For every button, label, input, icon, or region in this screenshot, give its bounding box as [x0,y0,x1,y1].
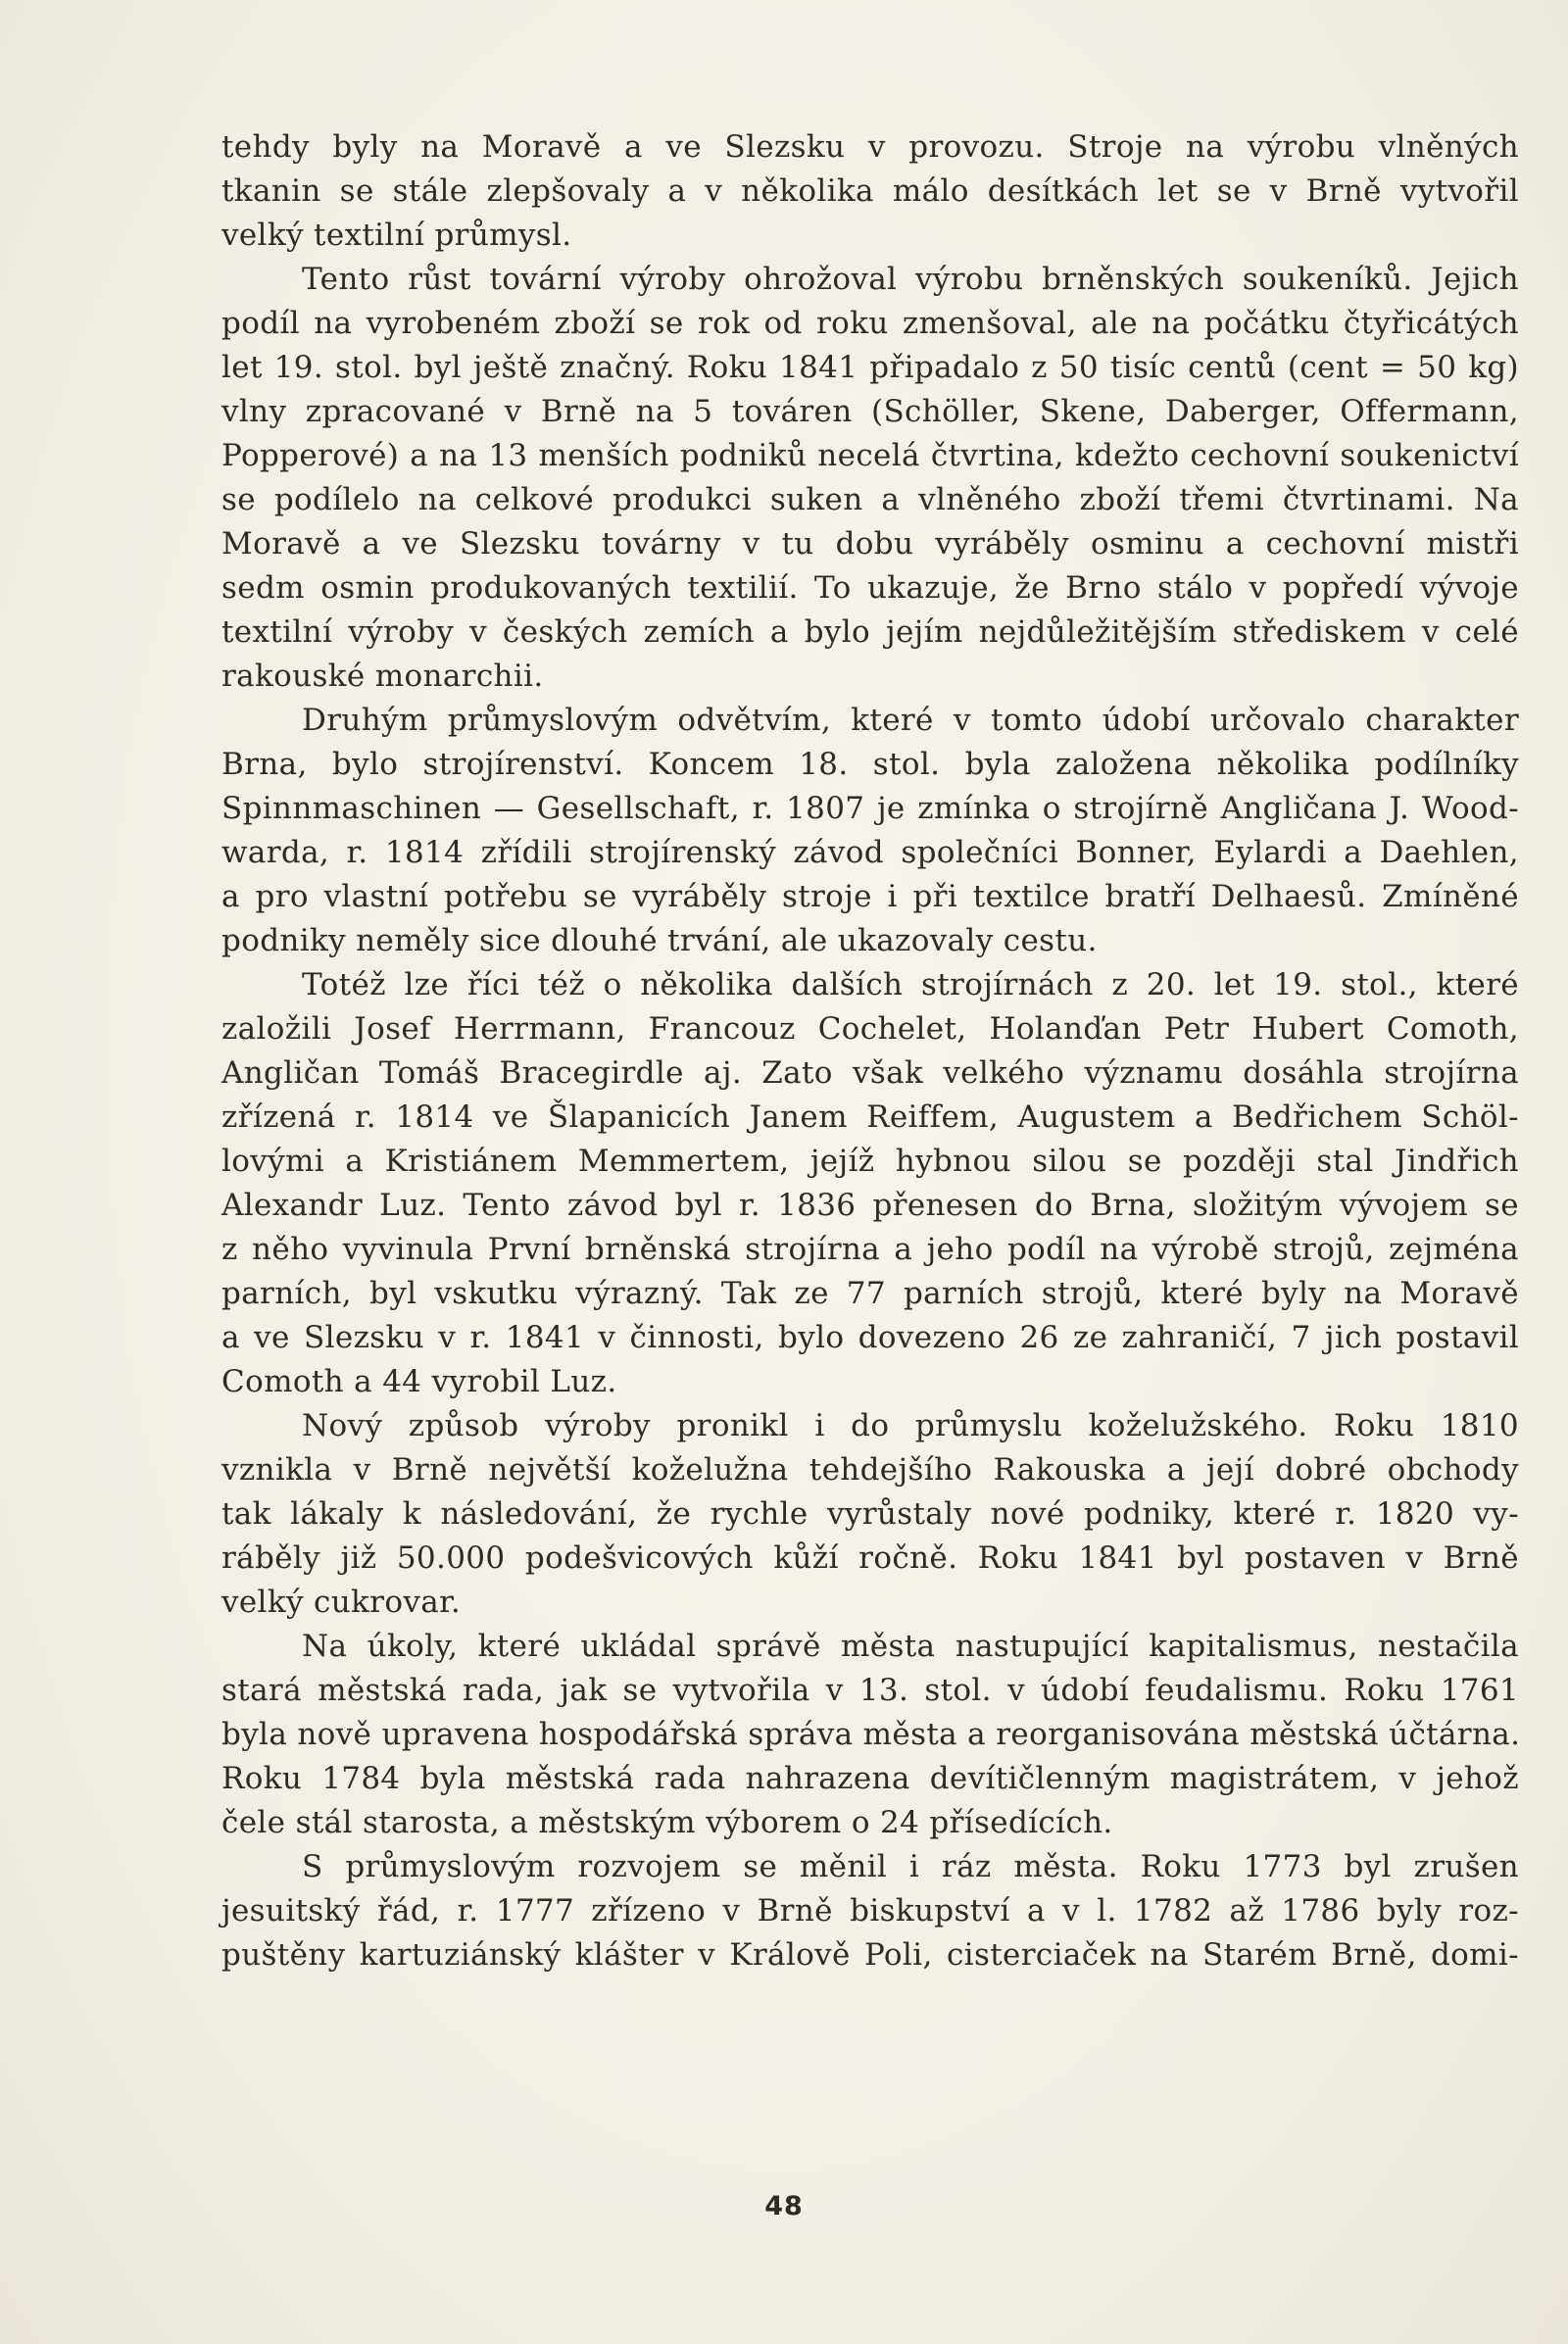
text-line: Spinnmaschinen — Gesellschaft, r. 1807 je zmínka o strojírně Angličana J. Wood- [221,791,1519,826]
text-line: Angličan Tomáš Bracegirdle aj. Zato však velkého významu dosáhla strojírna [221,1055,1519,1091]
text-line: se podílelo na celkové produkci suken a vlněného zboží třemi čtvrtinami. Na [221,482,1519,517]
text-line: Comoth a 44 vyrobil Luz. [221,1364,617,1399]
text-line: Brna, bylo strojírenství. Koncem 18. stol. byla založena několika podílníky [221,747,1519,782]
text-line: tkanin se stále zlepšovaly a v několika málo desítkách let se v Brně vytvořil [221,173,1519,209]
text-line: S průmyslovým rozvojem se měnil i ráz města. Roku 1773 byl zrušen [302,1849,1519,1884]
text-line: a pro vlastní potřebu se vyráběly stroje i při textilce bratří Delhaesů. Zmíněné [221,879,1519,914]
text-line: puštěny kartuziánský klášter v Králově Poli, cisterciaček na Starém Brně, domi- [221,1937,1519,1973]
text-line: jesuitský řád, r. 1777 zřízeno v Brně biskupství a v l. 1782 až 1786 byly roz- [221,1893,1519,1929]
text-line: tehdy byly na Moravě a ve Slezsku v provozu. Stroje na výrobu vlněných [221,129,1519,165]
text-line: Nový způsob výroby pronikl i do průmyslu koželužského. Roku 1810 [302,1408,1519,1443]
body-text [221,125,1519,1978]
text-line: textilní výroby v českých zemích a bylo jejím nejdůležitějším střediskem v celé [221,614,1519,650]
text-line: Na úkoly, které ukládal správě města nastupující kapitalismus, nestačila [302,1629,1519,1664]
text-line: tak lákaly k následování, že rychle vyrůstaly nové podniky, které r. 1820 vy- [221,1496,1519,1532]
text-line: z něho vyvinula První brněnská strojírna a jeho podíl na výrobě strojů, zejména [221,1232,1519,1267]
text-line: stará městská rada, jak se vytvořila v 13. stol. v údobí feudalismu. Roku 1761 [221,1673,1519,1708]
text-line: velký textilní průmysl. [221,218,572,253]
text-line: Tento růst tovární výroby ohrožoval výrobu brněnských soukeníků. Jejich [302,262,1519,297]
text-line: vlny zpracované v Brně na 5 továren (Schöller, Skene, Daberger, Offermann, [221,394,1519,429]
text-line: a ve Slezsku v r. 1841 v činnosti, bylo dovezeno 26 ze zahraničí, 7 jich postavil [221,1320,1519,1355]
text-line: Popperové) a na 13 menších podniků necelá čtvrtina, kdežto cechovní soukenictví [221,438,1519,473]
text-line: warda, r. 1814 zřídili strojírenský závod společníci Bonner, Eylardi a Daehlen, [221,835,1519,870]
text-line: sedm osmin produkovaných textilií. To ukazuje, že Brno stálo v popředí vývoje [221,570,1519,606]
text-line: vznikla v Brně největší koželužna tehdejšího Rakouska a její dobré obchody [221,1452,1519,1488]
text-line: velký cukrovar. [221,1585,462,1620]
text-line: podniky neměly sice dlouhé trvání, ale ukazovaly cestu. [221,923,1098,958]
text-line: zřízená r. 1814 ve Šlapanicích Janem Reiffem, Augustem a Bedřichem Schöl- [221,1099,1519,1135]
text-line: Druhým průmyslovým odvětvím, které v tomto údobí určovalo charakter [302,703,1519,738]
text-line: Roku 1784 byla městská rada nahrazena devítičlenným magistrátem, v jehož [221,1761,1519,1796]
text-line: ráběly již 50.000 podešvicových kůží ročně. Roku 1841 byl postaven v Brně [221,1540,1519,1576]
text-line: založili Josef Herrmann, Francouz Cochelet, Holanďan Petr Hubert Comoth, [221,1011,1519,1047]
text-line: podíl na vyrobeném zboží se rok od roku zmenšoval, ale na počátku čtyřicátých [221,306,1519,341]
text-line: Alexandr Luz. Tento závod byl r. 1836 přenesen do Brna, složitým vývojem se [221,1188,1519,1223]
text-line: Moravě a ve Slezsku továrny v tu dobu vyráběly osminu a cechovní mistři [221,526,1519,562]
text-line: byla nově upravena hospodářská správa města a reorganisována městská účtárna. [221,1717,1521,1752]
text-line: parních, byl vskutku výrazný. Tak ze 77 parních strojů, které byly na Moravě [221,1276,1519,1311]
text-line: Totéž lze říci též o několika dalších strojírnách z 20. let 19. stol., které [302,967,1519,1002]
text-line: let 19. stol. byl ještě značný. Roku 1841 připadalo z 50 tisíc centů (cent = 50 kg) [221,350,1519,385]
text-line: čele stál starosta, a městským výborem o 24 přísedících. [221,1805,1113,1840]
page-number: 48 [764,2191,804,2222]
text-line: rakouské monarchii. [221,659,544,694]
text-line: lovými a Kristiánem Memmertem, jejíž hybnou silou se později stal Jindřich [221,1144,1519,1179]
